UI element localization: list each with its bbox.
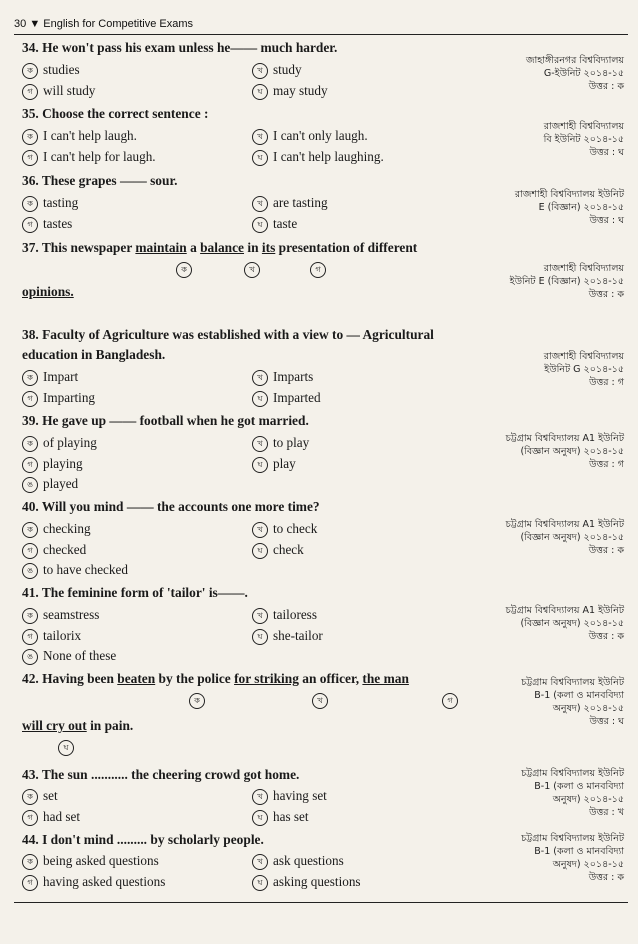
marker-d-icon: ঘ xyxy=(252,875,268,891)
question-text: These grapes —— sour. xyxy=(41,173,178,188)
option-c[interactable]: গ tailorix xyxy=(22,628,81,645)
underlined-part-c[interactable]: its xyxy=(261,240,276,255)
option-e[interactable]: ঙ to have checked xyxy=(22,562,128,579)
underlined-part-a[interactable]: beaten xyxy=(117,671,156,686)
question-source: রাজশাহী বিশ্ববিদ্যালয় ইউনিট G ২০১৪-১৫ উত্তর : গ xyxy=(543,351,624,388)
option-d[interactable]: ঘ play xyxy=(252,456,296,473)
marker-c-icon: গ xyxy=(22,543,38,559)
option-c[interactable]: গ Imparting xyxy=(22,390,95,407)
marker-a-icon: ক xyxy=(22,789,38,805)
marker-a-icon: ক xyxy=(22,196,38,212)
option-a[interactable]: ক Impart xyxy=(22,369,78,386)
marker-c-icon: গ xyxy=(442,693,458,709)
page-number: 30 xyxy=(14,18,27,30)
marker-b-icon: খ xyxy=(252,370,268,386)
marker-d-icon: ঘ xyxy=(252,150,268,166)
option-a[interactable]: ক I can't help laugh. xyxy=(22,128,137,145)
option-c[interactable]: গ having asked questions xyxy=(22,874,165,891)
marker-b-icon: খ xyxy=(312,693,328,709)
marker-b-icon: খ xyxy=(252,63,268,79)
marker-b-icon: খ xyxy=(252,522,268,538)
question-number: 34. xyxy=(22,40,39,55)
marker-e-icon: ঙ xyxy=(22,649,38,665)
question-text: Will you mind —— the accounts one more time? xyxy=(41,499,320,514)
option-a[interactable]: ক studies xyxy=(22,62,80,79)
marker-c-icon: গ xyxy=(22,391,38,407)
question-text: Choose the correct sentence : xyxy=(42,106,209,121)
header-arrow-icon: ▼ xyxy=(29,18,41,30)
option-d[interactable]: ঘ I can't help laughing. xyxy=(252,149,384,166)
option-b[interactable]: খ I can't only laugh. xyxy=(252,128,368,145)
marker-a-icon: ক xyxy=(22,129,38,145)
marker-d-icon: ঘ xyxy=(252,84,268,100)
option-b[interactable]: খ having set xyxy=(252,788,327,805)
option-d[interactable]: ঘ taste xyxy=(252,216,297,233)
marker-a-icon: ক xyxy=(22,608,38,624)
question-source: চট্টগ্রাম বিশ্ববিদ্যালয় ইউনিট B-1 (কলা ও মানববিদ্যা অনুষদ) ২০১৪-১৫ উত্তর : খ xyxy=(521,768,624,818)
marker-c-icon: গ xyxy=(310,262,326,278)
marker-c-icon: গ xyxy=(22,84,38,100)
option-a[interactable]: ক set xyxy=(22,788,58,805)
question-source: চট্টগ্রাম বিশ্ববিদ্যালয় ইউনিট B-1 (কলা ও মানববিদ্যা অনুষদ) ২০১৪-১৫ উত্তর : ঘ xyxy=(521,677,624,727)
underlined-part-d[interactable]: will cry out xyxy=(22,718,87,733)
option-b[interactable]: খ tailoress xyxy=(252,607,317,624)
marker-c-icon: গ xyxy=(22,150,38,166)
question-text: I don't mind ......... by scholarly people. xyxy=(42,832,264,847)
underlined-part-c[interactable]: the man xyxy=(362,671,409,686)
question-source: রাজশাহী বিশ্ববিদ্যালয় বি ইউনিট ২০১৪-১৫ উত্তর : ঘ xyxy=(543,121,624,158)
marker-b-icon: খ xyxy=(244,262,260,278)
marker-a-icon: ক xyxy=(22,370,38,386)
option-d[interactable]: ঘ check xyxy=(252,542,304,559)
marker-b-icon: খ xyxy=(252,608,268,624)
marker-d-icon: ঘ xyxy=(58,740,74,756)
option-c[interactable]: গ had set xyxy=(22,809,80,826)
marker-b-icon: খ xyxy=(252,436,268,452)
option-d[interactable]: ঘ has set xyxy=(252,809,309,826)
marker-e-icon: ঙ xyxy=(22,563,38,579)
option-c[interactable]: গ will study xyxy=(22,83,95,100)
option-a[interactable]: ক seamstress xyxy=(22,607,99,624)
page-header xyxy=(14,18,628,35)
marker-c-icon: গ xyxy=(22,457,38,473)
book-title: English for Competitive Exams xyxy=(43,18,194,30)
option-d[interactable]: ঘ she-tailor xyxy=(252,628,323,645)
marker-d-icon: ঘ xyxy=(252,810,268,826)
question-text: The sun ........... the cheering crowd got home. xyxy=(41,767,300,782)
option-c[interactable]: গ tastes xyxy=(22,216,72,233)
option-b[interactable]: খ study xyxy=(252,62,302,79)
option-c[interactable]: গ checked xyxy=(22,542,86,559)
question-source: রাজশাহী বিশ্ববিদ্যালয় ইউনিট E (বিজ্ঞান) ২০১৪-১৫ উত্তর : ক xyxy=(509,263,624,300)
marker-d-icon: ঘ xyxy=(252,543,268,559)
question-source: চট্টগ্রাম বিশ্ববিদ্যালয় A1 ইউনিট (বিজ্ঞান অনুষদ) ২০১৪-১৫ উত্তর : গ xyxy=(505,433,624,470)
option-a[interactable]: ক tasting xyxy=(22,195,78,212)
marker-a-icon: ক xyxy=(22,436,38,452)
question-text: The feminine form of 'tailor' is——. xyxy=(41,585,248,600)
marker-d-icon: ঘ xyxy=(252,629,268,645)
option-b[interactable]: খ ask questions xyxy=(252,853,344,870)
marker-c-icon: গ xyxy=(22,629,38,645)
marker-c-icon: গ xyxy=(22,875,38,891)
option-c[interactable]: গ playing xyxy=(22,456,83,473)
marker-a-icon: ক xyxy=(22,522,38,538)
question-text: Faculty of Agriculture was established with a view to — Agricultural xyxy=(42,327,434,342)
underlined-part-a[interactable]: maintain xyxy=(135,240,187,255)
marker-b-icon: খ xyxy=(252,854,268,870)
underlined-part-d[interactable]: opinions. xyxy=(22,284,74,299)
option-a[interactable]: ক checking xyxy=(22,521,91,538)
question-source: চট্টগ্রাম বিশ্ববিদ্যালয় A1 ইউনিট (বিজ্ঞান অনুষদ) ২০১৪-১৫ উত্তর : ক xyxy=(505,519,624,556)
option-c[interactable]: গ I can't help for laugh. xyxy=(22,149,156,166)
marker-d-icon: ঘ xyxy=(252,217,268,233)
marker-a-icon: ক xyxy=(176,262,192,278)
marker-c-icon: গ xyxy=(22,810,38,826)
option-b[interactable]: খ to check xyxy=(252,521,317,538)
option-a[interactable]: ক being asked questions xyxy=(22,853,159,870)
option-d[interactable]: ঘ may study xyxy=(252,83,328,100)
question-source: চট্টগ্রাম বিশ্ববিদ্যালয় A1 ইউনিট (বিজ্ঞান অনুষদ) ২০১৪-১৫ উত্তর : ক xyxy=(505,605,624,642)
question-source: চট্টগ্রাম বিশ্ববিদ্যালয় ইউনিট B-1 (কলা ও মানববিদ্যা অনুষদ) ২০১৪-১৫ উত্তর : ক xyxy=(521,833,624,883)
option-e[interactable]: ঙ None of these xyxy=(22,648,116,665)
marker-b-icon: খ xyxy=(252,129,268,145)
underlined-part-b[interactable]: for striking xyxy=(234,671,299,686)
marker-d-icon: ঘ xyxy=(252,391,268,407)
underlined-part-b[interactable]: balance xyxy=(200,240,245,255)
option-a[interactable]: ক of playing xyxy=(22,435,97,452)
option-d[interactable]: ঘ asking questions xyxy=(252,874,361,891)
marker-a-icon: ক xyxy=(22,63,38,79)
option-b[interactable]: খ are tasting xyxy=(252,195,328,212)
marker-e-icon: ঙ xyxy=(22,477,38,493)
footer-divider xyxy=(14,902,628,903)
marker-c-icon: গ xyxy=(22,217,38,233)
marker-b-icon: খ xyxy=(252,196,268,212)
marker-d-icon: ঘ xyxy=(252,457,268,473)
option-e[interactable]: ঙ played xyxy=(22,476,78,493)
option-d[interactable]: ঘ Imparted xyxy=(252,390,321,407)
marker-a-icon: ক xyxy=(189,693,205,709)
marker-a-icon: ক xyxy=(22,854,38,870)
option-b[interactable]: খ Imparts xyxy=(252,369,313,386)
option-b[interactable]: খ to play xyxy=(252,435,309,452)
question-text: He won't pass his exam unless he—— much harder. xyxy=(42,40,338,55)
question-source: রাজশাহী বিশ্ববিদ্যালয় ইউনিট E (বিজ্ঞান) ২০১৪-১৫ উত্তর : ঘ xyxy=(514,189,624,226)
marker-b-icon: খ xyxy=(252,789,268,805)
question-text: He gave up —— football when he got married. xyxy=(42,413,309,428)
question-source: জাহাঙ্গীরনগর বিশ্ববিদ্যালয় G-ইউনিট ২০১৪-১৫ উত্তর : ক xyxy=(526,55,624,92)
